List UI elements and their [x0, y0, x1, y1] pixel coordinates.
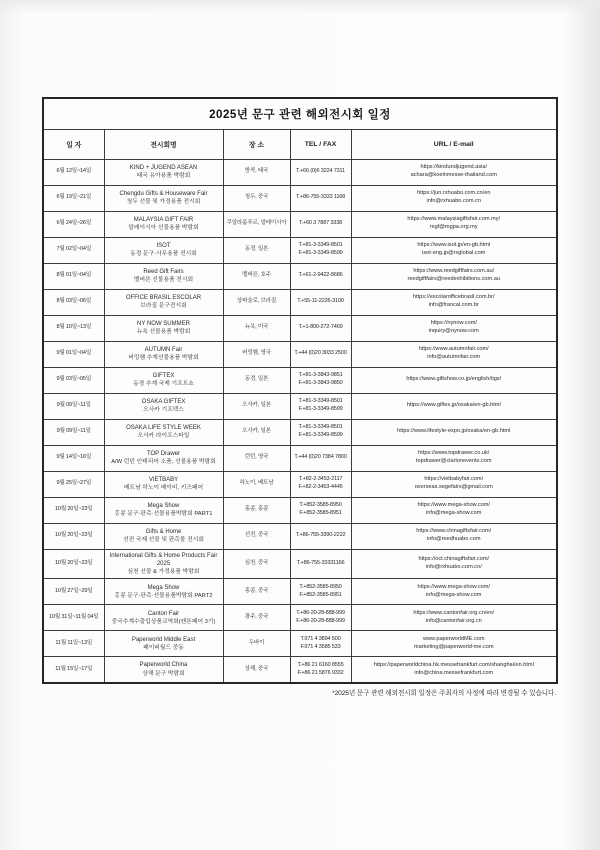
- text-line: 뉴욕 선물용품 박람회: [136, 329, 191, 336]
- text-line: https://www.giftex.jp/osaka/en-gb.html: [406, 402, 501, 409]
- text-line: GIFTEX: [152, 372, 175, 379]
- column-header: 일 자: [43, 129, 104, 159]
- tel-fax-cell: [290, 289, 351, 315]
- exhibition-name-cell: [104, 523, 223, 549]
- url-email-cell: [351, 393, 557, 419]
- date-cell: 6월 19일~21일: [43, 185, 104, 211]
- exhibition-name-cell: [104, 579, 223, 605]
- text-line: Chengdu Gifts & Houseware Fair: [119, 190, 208, 197]
- exhibition-table-body: [43, 159, 557, 683]
- text-line: T.971 4 3894 500: [300, 636, 341, 643]
- text-line: 베트남 하노이 베이비, 키즈페어: [123, 485, 204, 492]
- date-cell: 10월 20일~23일: [43, 497, 104, 523]
- text-line: https://www.reedgiftfairs.com.au/: [413, 268, 495, 275]
- text-line: info@autumnfair.com: [427, 354, 481, 360]
- text-line: OSAKA LIFE STYLE WEEK: [126, 424, 201, 431]
- exhibition-name-cell: [104, 367, 223, 393]
- location-cell: 상해, 중국: [223, 657, 290, 683]
- text-line: T.+81-3-3349-8501: [298, 424, 343, 431]
- column-header: TEL / FAX: [290, 129, 351, 159]
- location-cell: 선전, 중국: [223, 523, 290, 549]
- text-line: 중국추계수출입상품교역회(캔톤페어 3기): [111, 619, 216, 626]
- text-line: info@mega-show.com: [426, 591, 482, 598]
- url-email-cell: [351, 419, 557, 445]
- text-line: KIND + JUGEND ASEAN: [129, 164, 198, 171]
- text-line: info@mega-show.com: [426, 510, 482, 516]
- text-line: F.+81-3-3349-8599: [298, 432, 343, 438]
- exhibition-name-cell: [104, 549, 223, 579]
- text-line: isot-eng.jp@rxglobal.com: [422, 250, 486, 256]
- text-line: https://oct.chinagiftsfair.com/: [418, 556, 490, 563]
- text-line: F.+81-3-3349-8599: [298, 250, 343, 256]
- text-line: 태국 유아용품 박람회: [136, 173, 191, 180]
- exhibition-name-cell: [104, 393, 223, 419]
- text-line: F.+852-3585-8951: [299, 510, 342, 516]
- url-email-cell: [351, 289, 557, 315]
- url-email-cell: [351, 497, 557, 523]
- text-line: 말레이시아 선물용품 박람회: [128, 225, 199, 232]
- text-line: T.+81-3-3843-9851: [298, 372, 343, 379]
- location-cell: 홍콩, 홍콩: [223, 497, 290, 523]
- url-email-cell: [351, 579, 557, 605]
- tel-fax-cell: [290, 237, 351, 263]
- text-line: Paperworld China: [139, 662, 188, 669]
- tel-fax-cell: [290, 341, 351, 367]
- text-line: T.+1-800-272-7469: [298, 324, 343, 331]
- document-title: 2025년 문구 관련 해외전시회 일정: [43, 98, 557, 129]
- exhibition-name-cell: [104, 341, 223, 367]
- tel-fax-cell: [290, 211, 351, 237]
- text-line: https://www.lifestyle-expo.jp/osaka/en-gb.html: [397, 428, 511, 435]
- text-line: inquiry@nynow.com: [428, 328, 479, 334]
- location-cell: 방콕, 태국: [223, 159, 290, 185]
- url-email-cell: [351, 657, 557, 683]
- tel-fax-cell: [290, 497, 351, 523]
- table-row: [43, 471, 557, 497]
- text-line: ISOT: [156, 242, 171, 249]
- text-line: F.971 4 3585 533: [300, 643, 341, 650]
- text-line: https://nynow.com/: [430, 320, 477, 327]
- text-line: mgf@mgpa.org.my: [429, 224, 478, 230]
- text-line: 청두 선물 및 가정용품 전시회: [126, 199, 201, 206]
- location-cell: 런던, 영국: [223, 445, 290, 471]
- exhibition-name-cell: [104, 211, 223, 237]
- table-row: [43, 657, 557, 683]
- text-line: info@rxhuabo.com.cn: [426, 198, 481, 204]
- text-line: T.+86 21 6160 8555: [297, 661, 344, 668]
- table-row: [43, 631, 557, 657]
- location-cell: 동경, 일본: [223, 237, 290, 263]
- exhibition-name-cell: [104, 185, 223, 211]
- column-header: URL / E-mail: [351, 129, 557, 159]
- text-line: https://kindundjugend.asia/: [420, 164, 488, 171]
- title-row: [43, 98, 557, 129]
- exhibition-name-cell: [104, 419, 223, 445]
- text-line: T.+61-2-9422-8686: [298, 272, 343, 279]
- url-email-cell: [351, 159, 557, 185]
- text-line: F.+82-2-3453-4445: [298, 484, 343, 490]
- text-line: marketing@paperworld-me.com: [413, 643, 494, 650]
- tel-fax-cell: [290, 579, 351, 605]
- location-cell: 청두, 중국: [223, 185, 290, 211]
- tel-fax-cell: [290, 471, 351, 497]
- date-cell: 6월 24일~26일: [43, 211, 104, 237]
- table-row: [43, 263, 557, 289]
- text-line: https://www.isot.jp/en-gb.html: [417, 242, 491, 249]
- location-cell: 두바이: [223, 631, 290, 657]
- text-line: AUTUMN Fair: [144, 346, 183, 353]
- table-row: [43, 549, 557, 579]
- location-cell: 홍콩, 중국: [223, 579, 290, 605]
- text-line: T.+44 (0)20 3033 2500: [294, 350, 347, 357]
- location-cell: 멜버른, 호주: [223, 263, 290, 289]
- tel-fax-cell: [290, 523, 351, 549]
- text-line: https://paperworldchina.hk.messefrankfurt.com/shanghai/en.html: [373, 661, 534, 668]
- tel-fax-cell: [290, 419, 351, 445]
- tel-fax-cell: [290, 393, 351, 419]
- url-email-cell: [351, 211, 557, 237]
- text-line: Gifts & Home: [145, 528, 182, 535]
- date-cell: 10월 27일~29일: [43, 579, 104, 605]
- date-cell: 8월 10일~13일: [43, 315, 104, 341]
- text-line: topdrawer@clarionevents.com: [415, 458, 492, 464]
- text-line: https://www.topdrawer.co.uk/: [418, 450, 490, 457]
- text-line: OFFICE BRASIL ESCOLAR: [125, 294, 202, 301]
- exhibition-name-cell: [104, 657, 223, 683]
- text-line: International Gifts & Home Products Fair 2025: [109, 552, 218, 567]
- text-line: VIETBABY: [148, 476, 179, 483]
- exhibition-name-cell: [104, 631, 223, 657]
- tel-fax-cell: [290, 315, 351, 341]
- text-line: https://www.chinagiftsfair.com/: [416, 528, 492, 535]
- text-line: https://jun.rxhuabo.com.cn/en: [417, 190, 491, 197]
- location-cell: 동경, 일본: [223, 367, 290, 393]
- text-line: Mega Show: [147, 502, 180, 509]
- text-line: https://www.mega-show.com/: [417, 502, 490, 509]
- text-line: 홍콩 문구·판촉·선물용품박람회 PART2: [114, 593, 213, 600]
- text-line: T.+86-755-33331166: [296, 560, 345, 567]
- column-header: 전시회명: [104, 129, 223, 159]
- text-line: 오사카 기프텍스: [143, 407, 184, 414]
- location-cell: 하노이, 베트남: [223, 471, 290, 497]
- date-cell: 10월 20일~23일: [43, 523, 104, 549]
- text-line: Canton Fair: [147, 610, 180, 617]
- date-cell: 9월 09일~11일: [43, 419, 104, 445]
- exhibition-name-cell: [104, 445, 223, 471]
- text-line: 선전 국제 선물 및 판촉물 전시회: [123, 537, 204, 544]
- text-line: info@francal.com.br: [428, 302, 479, 308]
- text-line: F.+852-3585-8951: [299, 591, 342, 598]
- url-email-cell: [351, 631, 557, 657]
- table-row: [43, 419, 557, 445]
- text-line: F.+86 21 5876 9332: [297, 669, 344, 676]
- text-line: 동경 추계 국제 기프트쇼: [133, 381, 194, 388]
- date-cell: 9월 14일~16일: [43, 445, 104, 471]
- date-cell: 9월 03일~05일: [43, 367, 104, 393]
- exhibition-schedule-table: [42, 97, 558, 684]
- tel-fax-cell: [290, 657, 351, 683]
- exhibition-name-cell: [104, 605, 223, 631]
- text-line: F.+86-20-28-888-999: [296, 617, 345, 624]
- text-line: F.+81-3-3349-8599: [298, 406, 343, 412]
- tel-fax-cell: [290, 605, 351, 631]
- table-row: [43, 605, 557, 631]
- tel-fax-cell: [290, 549, 351, 579]
- text-line: 심천 선물 & 가정용품 박람회: [127, 569, 200, 576]
- tel-fax-cell: [290, 263, 351, 289]
- date-cell: 6월 12일~14일: [43, 159, 104, 185]
- tel-fax-cell: [290, 185, 351, 211]
- text-line: https://www.mega-show.com/: [417, 584, 490, 591]
- location-cell: 쿠알라룸푸르, 말레이시아: [223, 211, 290, 237]
- text-line: 상해 문구 박람회: [142, 670, 185, 677]
- schedule-change-footnote: *2025년 문구 관련 해외전시회 일정은 주최자의 사정에 따라 변경될 수 있습니다.: [332, 690, 556, 697]
- text-line: https://www.cantonfair.org.cn/en/: [413, 610, 495, 617]
- date-cell: 8월 03일~06일: [43, 289, 104, 315]
- text-line: T.+852-3585-8950: [299, 584, 342, 591]
- exhibition-name-cell: [104, 237, 223, 263]
- text-line: 홍콩 문구·판촉·선물용품박람회 PART1: [114, 511, 213, 518]
- date-cell: 10월 20일~23일: [43, 549, 104, 579]
- table-row: [43, 341, 557, 367]
- url-email-cell: [351, 263, 557, 289]
- table-row: [43, 211, 557, 237]
- url-email-cell: [351, 185, 557, 211]
- text-line: Mega Show: [147, 584, 180, 591]
- table-row: [43, 185, 557, 211]
- text-line: T.+86-755-3390-2222: [295, 532, 346, 539]
- exhibition-name-cell: [104, 471, 223, 497]
- table-row: [43, 579, 557, 605]
- url-email-cell: [351, 367, 557, 393]
- table-row: [43, 367, 557, 393]
- location-cell: 상파울로, 브라질: [223, 289, 290, 315]
- text-line: achara@koelnmesse-thailand.com: [410, 172, 497, 178]
- table-row: [43, 289, 557, 315]
- location-cell: 뉴욕, 미국: [223, 315, 290, 341]
- table-row: [43, 393, 557, 419]
- text-line: 버밍햄 추계선물용품 박람회: [128, 355, 199, 362]
- table-row: [43, 159, 557, 185]
- text-line: T.+81-3-3349-8501: [298, 398, 343, 405]
- exhibition-table-header-row: [43, 129, 557, 159]
- text-line: F.+81-3-3843-9850: [298, 380, 343, 386]
- text-line: https://www.malaysiagiftsfair.com.my/: [407, 216, 501, 223]
- location-cell: 오사카, 일본: [223, 419, 290, 445]
- url-email-cell: [351, 549, 557, 579]
- location-cell: 심천, 중국: [223, 549, 290, 579]
- url-email-cell: [351, 315, 557, 341]
- text-line: T.+86-20-28-888-999: [296, 610, 345, 617]
- url-email-cell: [351, 445, 557, 471]
- text-line: 브라질 문구전시회: [140, 303, 187, 310]
- text-line: 멜버른 선물용품 전시회: [133, 277, 194, 284]
- location-cell: 광주, 중국: [223, 605, 290, 631]
- location-cell: 버밍햄, 영국: [223, 341, 290, 367]
- tel-fax-cell: [290, 367, 351, 393]
- text-line: https://www.autumnfair.com/: [418, 346, 489, 353]
- date-cell: 10월 31일~11월 04일: [43, 605, 104, 631]
- text-line: A/W 런던 인테리어 소품, 선물용품 박람회: [111, 459, 216, 466]
- text-line: reedgiftfairs@reedexhibitions.com.au: [407, 276, 500, 282]
- table-row: [43, 445, 557, 471]
- location-cell: 오사카, 일본: [223, 393, 290, 419]
- column-header: 장 소: [223, 129, 290, 159]
- text-line: https://www.giftshow.co.jp/english/tigs/: [406, 376, 502, 383]
- date-cell: 8월 01일~04일: [43, 263, 104, 289]
- url-email-cell: [351, 471, 557, 497]
- text-line: www.paperworldME.com: [422, 636, 485, 643]
- date-cell: 9월 09일~11일: [43, 393, 104, 419]
- url-email-cell: [351, 237, 557, 263]
- text-line: T.+852-3585-8950: [299, 502, 342, 509]
- tel-fax-cell: [290, 445, 351, 471]
- url-email-cell: [351, 523, 557, 549]
- date-cell: 9월 25일~27일: [43, 471, 104, 497]
- text-line: overseas.segefairs@gmail.com: [414, 484, 493, 490]
- text-line: info@china.messefrankfurt.com: [414, 669, 494, 676]
- text-line: Paperworld Middle East: [131, 636, 196, 643]
- url-email-cell: [351, 605, 557, 631]
- text-line: 동경 문구·사무용품 전시회: [130, 251, 197, 258]
- text-line: T.+86-755-3333 1168: [295, 194, 346, 201]
- exhibition-name-cell: [104, 497, 223, 523]
- text-line: T.+55-11-2226-3100: [297, 298, 344, 305]
- text-line: https://escolarofficebrasil.com.br/: [412, 294, 495, 301]
- text-line: NY NOW SUMMER: [137, 320, 190, 327]
- table-row: [43, 315, 557, 341]
- tel-fax-cell: [290, 159, 351, 185]
- date-cell: 9월 01일~04일: [43, 341, 104, 367]
- date-cell: 11월 15일~17일: [43, 657, 104, 683]
- date-cell: 7월 02일~04일: [43, 237, 104, 263]
- text-line: T.+44 (0)20 7384 7800: [294, 454, 347, 461]
- text-line: https://vietbabyfair.com/: [424, 476, 484, 483]
- text-line: info@reedhuabo.com: [426, 536, 481, 542]
- url-email-cell: [351, 341, 557, 367]
- text-line: 페이퍼월드 중동: [143, 645, 184, 652]
- table-row: [43, 497, 557, 523]
- text-line: TOP Drawer: [146, 450, 181, 457]
- date-cell: 11월 11일~13일: [43, 631, 104, 657]
- text-line: info@rxhuabo.com.cn/: [425, 563, 482, 570]
- text-line: OSAKA GIFTEX: [141, 398, 186, 405]
- exhibition-name-cell: [104, 159, 223, 185]
- text-line: info@cantonfair.org.cn: [425, 617, 482, 624]
- exhibition-name-cell: [104, 263, 223, 289]
- text-line: T.+60 3 7887 3338: [298, 220, 343, 227]
- table-row: [43, 523, 557, 549]
- exhibition-name-cell: [104, 289, 223, 315]
- tel-fax-cell: [290, 631, 351, 657]
- text-line: T.+81-3-3349-8501: [298, 242, 343, 249]
- text-line: Reed Gift Fairs: [143, 268, 184, 275]
- exhibition-name-cell: [104, 315, 223, 341]
- text-line: MALAYSIA GIFT FAIR: [133, 216, 194, 223]
- text-line: 오사카 라이프스타일: [137, 433, 190, 440]
- text-line: T.+66 (0)6 3224 7311: [296, 168, 345, 175]
- table-row: [43, 237, 557, 263]
- text-line: T.+82-2-3453-2117: [298, 476, 343, 483]
